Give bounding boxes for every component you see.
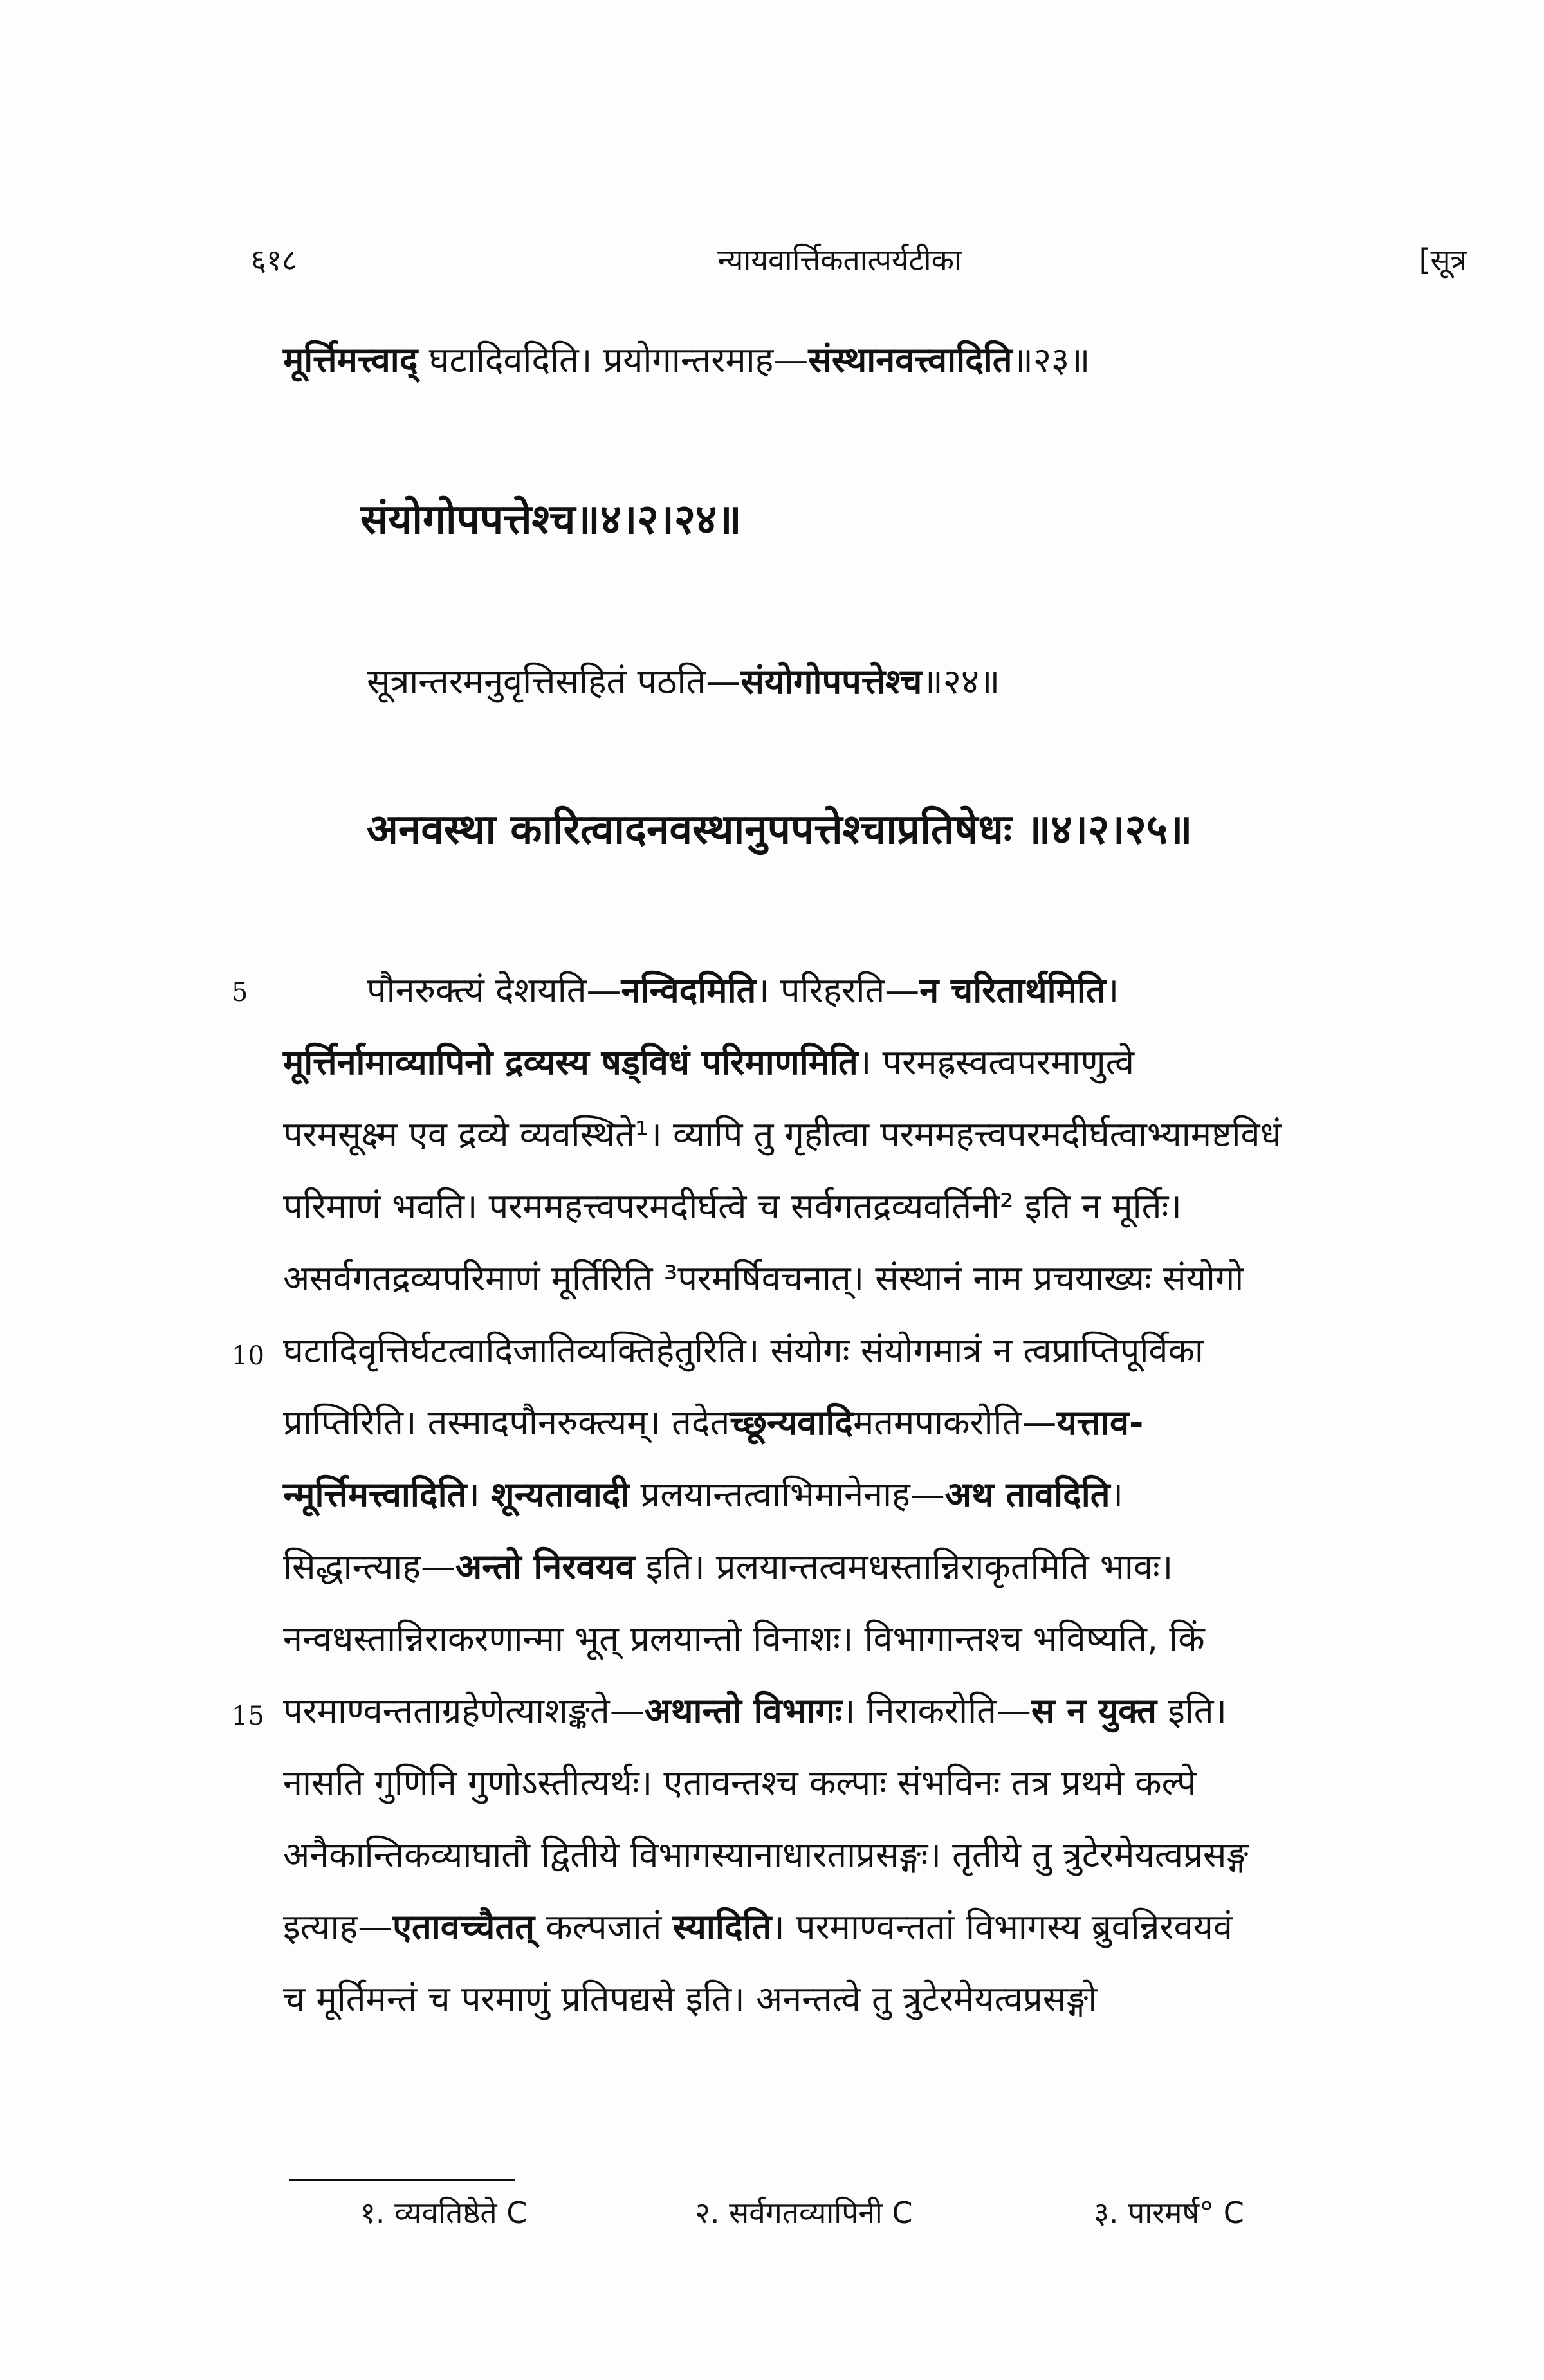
bold-term: यत्ताव- (1056, 1402, 1144, 1443)
text-span: । (1105, 970, 1119, 1011)
text-span: प्राप्तिरिति। तस्मादपौनरुक्त्यम्। तदेत (283, 1402, 730, 1443)
text-span: परमाण्वन्तताग्रहेणेत्याशङ्कते— (283, 1690, 645, 1731)
body-line-2 (283, 1037, 1480, 1088)
footnote-3: ३. पारमर्ष° C (1094, 2195, 1244, 2230)
bold-term: अथ तावदिति (944, 1474, 1110, 1515)
text-span: सूत्रान्तरमनुवृत्तिसहितं पठति— (367, 661, 741, 702)
bold-term: एतावच्चैतत् (392, 1907, 535, 1947)
body-line-4: परिमाणं भवति। परममहत्त्वपरमदीर्घत्वे च सर्वगतद्रव्यवर्तिनी² इति न मूर्तिः। (283, 1186, 1182, 1227)
running-header (212, 239, 1467, 284)
bold-term: मूर्त्तिमत्त्वाद् (283, 340, 418, 380)
text-span: मतमपाकरोति— (852, 1402, 1057, 1443)
text-span: इति। (1157, 1690, 1227, 1731)
text-span: । (1110, 1474, 1124, 1515)
sutra-24: संयोगोपपत्तेश्च॥४।२।२४॥ (360, 496, 742, 544)
bold-term: संस्थानवत्त्वादिति (808, 340, 1013, 380)
line-number: 10 (232, 1341, 264, 1371)
body-line-1 (367, 965, 1480, 1016)
bold-term: संयोगोपपत्तेश्च (740, 661, 923, 702)
body-line-7 (283, 1397, 1480, 1449)
text-span: पौनरुक्त्यं देशयति— (367, 970, 621, 1011)
bold-term: स न युक्त (1031, 1690, 1157, 1731)
footnote-1: १. व्यवतिष्ठेते C (360, 2195, 528, 2230)
body-line-6: घटादिवृत्तिर्घटत्वादिजातिव्यक्तिहेतुरिति। संयोगः संयोगमात्रं न त्वप्राप्तिपूर्विका (283, 1330, 1204, 1371)
commentary-line-3 (367, 656, 1544, 708)
body-line-9 (283, 1541, 1480, 1593)
text-span: इत्याह— (283, 1907, 393, 1947)
body-line-3: परमसूक्ष्म एव द्रव्ये व्यवस्थिते¹। व्यापि तु गृहीत्वा परममहत्त्वपरमदीर्घत्वाभ्यामष्टविधं (283, 1114, 1282, 1155)
text-span: । परमाण्वन्ततां विभागस्य ब्रुवन्निरवयवं (771, 1907, 1233, 1947)
verse-number: ॥२३॥ (1012, 340, 1090, 380)
body-line-13: अनैकान्तिकव्याघातौ द्वितीये विभागस्यानाधारताप्रसङ्गः। तृतीये तु त्रुटेरमेयत्वप्रसङ्ग (283, 1835, 1249, 1875)
footnotes (360, 2192, 1454, 2237)
text-span: । परमह्रस्वत्वपरमाणुत्वे (858, 1042, 1134, 1083)
line-number: 15 (232, 1701, 264, 1731)
verse-number: ॥२४॥ (922, 661, 1000, 702)
body-line-12: नासति गुणिनि गुणोऽस्तीत्यर्थः। एतावन्तश्च कल्पाः संभविनः तत्र प्रथमे कल्पे (283, 1762, 1197, 1803)
commentary-line-1 (283, 334, 1480, 386)
text-span: कल्पजातं (535, 1907, 673, 1947)
bold-term: शून्यतावादी (490, 1474, 630, 1515)
bold-term: मूर्त्तिर्नामाव्यापिनो द्रव्यस्य षड्विधं परिमाणमिति (283, 1042, 858, 1083)
text-span: । (466, 1474, 491, 1515)
bold-term: च्छून्यवादि (730, 1402, 853, 1443)
text-span: । परिहरति— (756, 970, 920, 1011)
body-line-14 (283, 1901, 1480, 1953)
footnote-2: २. सर्वगतव्यापिनी C (695, 2195, 913, 2230)
text-span: सिद्धान्त्याह— (283, 1546, 455, 1587)
text-span: प्रलयान्तत्वाभिमानेनाह— (629, 1474, 945, 1515)
body-line-15: च मूर्तिमन्तं च परमाणुं प्रतिपद्यसे इति। अनन्तत्वे तु त्रुटेरमेयत्वप्रसङ्गो (283, 1979, 1098, 2019)
book-title: न्यायवार्त्तिकतात्पर्यटीका (717, 243, 962, 277)
text-span: घटादिवदिति। प्रयोगान्तरमाह— (418, 340, 809, 380)
body-line-5: असर्वगतद्रव्यपरिमाणं मूर्तिरिति ³परमर्षिवचनात्। संस्थानं नाम प्रचयाख्यः संयोगो (283, 1258, 1244, 1299)
line-number: 5 (232, 978, 248, 1007)
text-span: इति। प्रलयान्तत्वमधस्तान्निराकृतमिति भावः। (634, 1546, 1173, 1587)
bold-term: न्मूर्त्तिमत्त्वादिति (283, 1474, 467, 1515)
bold-term: न चरितार्थमिति (919, 970, 1106, 1011)
bold-term: अन्तो निरवयव (455, 1546, 635, 1587)
page-number: ६१८ (251, 243, 297, 277)
bold-term: स्यादिति (672, 1907, 772, 1947)
sutra-25: अनवस्था कारित्वादनवस्थानुपपत्तेश्चाप्रतिषेधः ॥४।२।२५॥ (367, 806, 1193, 854)
body-line-10: नन्वधस्तान्निराकरणान्मा भूत् प्रलयान्तो विनाशः। विभागान्तश्च भविष्यति, किं (283, 1618, 1205, 1659)
body-line-11 (283, 1685, 1480, 1737)
section-marker: [सूत्र (1419, 243, 1467, 277)
bold-term: अथान्तो विभागः (644, 1690, 842, 1731)
text-span: । निराकरोति— (841, 1690, 1031, 1731)
footnote-divider (290, 2179, 515, 2181)
bold-term: नन्विदमिति (621, 970, 757, 1011)
body-line-8 (283, 1469, 1480, 1521)
